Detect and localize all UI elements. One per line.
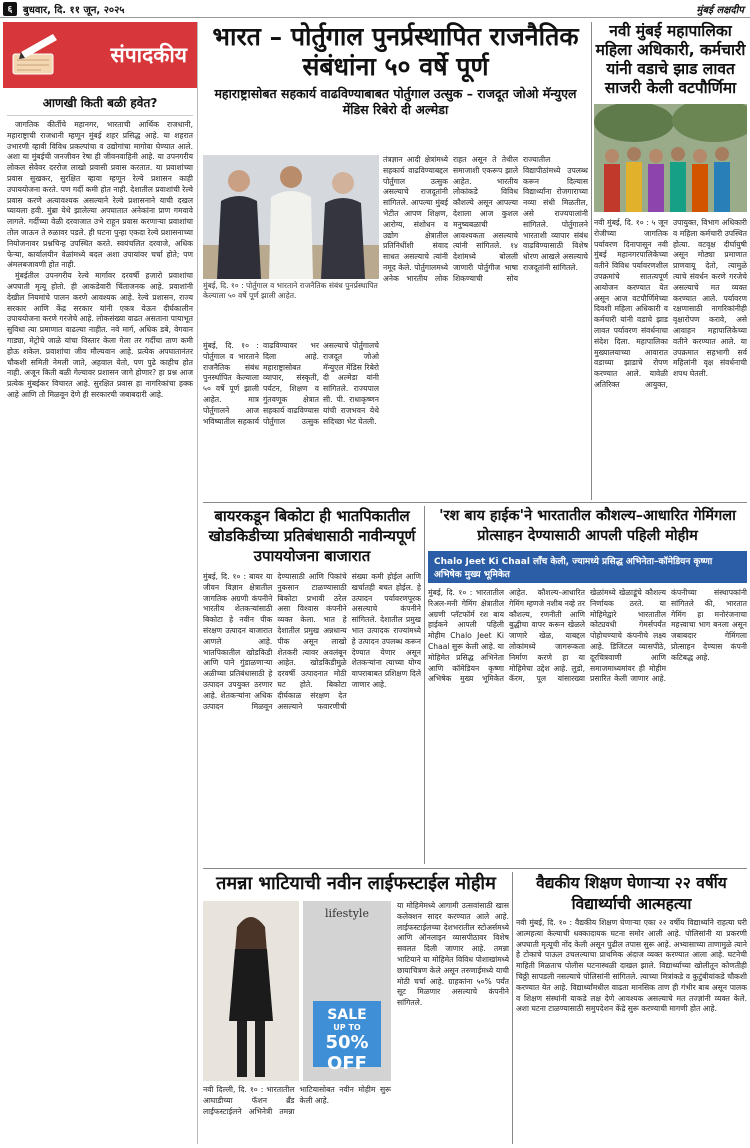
vertical-rule xyxy=(512,872,513,1144)
editorial-banner xyxy=(3,22,197,88)
editorial-column xyxy=(3,22,198,1144)
sale-label: SALE xyxy=(327,1007,367,1023)
right-top-story xyxy=(594,22,747,500)
lifestyle-ad xyxy=(303,901,391,1081)
rush-subhead: Chalo Jeet Ki Chaal लाँच केली, ज्यामध्ये प्रसिद्ध अभिनेता–कॉमेडियन कृष्णा अभिषेक मुख्य भूमिकेत xyxy=(428,551,747,583)
lead-deck: महाराष्ट्रासोबत सहकार्य वाढविण्याबाबत पोर्तुगाल उत्सुक – राजदूत जोओ मॅन्युएल मेंडिस रिबेरो दी अल्मेडा xyxy=(214,86,577,117)
editorial-banner-title: संपादकीय xyxy=(110,43,187,67)
bicot-body: मुंबई, दि. १० : बायर या जीवन विज्ञान क्षेत्रातील जागतिक अग्रणी कंपनीने भारतीय शेतकऱ्यांसाठी बिकोटा हे नवीन पीक संरक्षण उत्पादन बाजारात आणले आहे. भातपिकातील खोडकिडी आणि पाने गुंडाळणाऱ्या अळीच्या प्रतिबंधासाठी हे उत्पादन उपयुक्त ठरणार आहे. शेतकऱ्यांना अधिक उत्पादन मिळवून देण्यासाठी आणि पिकांचे नुकसान टाळण्यासाठी बिकोटा प्रभावी ठरेल असा विश्वास कंपनीने व्यक्त केला. भात हे देशातील प्रमुख अन्नधान्य पीक असून लाखो शेतकरी त्यावर अवलंबून आहेत. खोडकिडीमुळे दरवर्षी उत्पादनात मोठी घट होते. बिकोटा दीर्घकाळ संरक्षण देत असल्याने फवारणीची संख्या कमी होईल आणि खर्चातही बचत होईल. हे उत्पादन पर्यावरणपूरक असल्याचे कंपनीने सांगितले. देशातील प्रमुख भात उत्पादक राज्यांमध्ये हे उत्पादन उपलब्ध करून देण्यात येणार असून शेतकऱ्यांना त्याच्या योग्य वापराबाबत प्रशिक्षण दिले जाणार आहे. xyxy=(203,572,421,711)
lead-caption: मुंबई, दि. १० : पोर्तुगाल व भारताने राजनैतिक संबंध पुनर्प्रस्थापित केल्याला ५० वर्षे पूर्ण झाली आहेत. xyxy=(203,281,378,300)
rush-headline: 'रश बाय हाईक'ने भारतातील कौशल्य–आधारित गेमिंगला प्रोत्साहन देण्यासाठी आपली पहिली मोहीम xyxy=(439,507,736,544)
lead-story-header xyxy=(203,22,588,118)
lead-body-a: मुंबई, दि. १० : पोर्तुगाल व भारताने राजनैतिक संबंध पुनर्स्थापित केल्याला ५० वर्षे पूर्ण झाली आहेत. मात्र पोर्तुगालने आज भविष्यातील सहकार्य वाढविण्यावर भर दिला आहे. महाराष्ट्रासोबत व्यापार, संस्कृती, पर्यटन, शिक्षण व गुंतवणूक क्षेत्रात सहकार्य वाढविण्यास पोर्तुगाल उत्सुक असल्याचे पोर्तुगालचे राजदूत जोओ मॅन्युएल मेंडिस रिबेरो दी अल्मेडा यांनी सांगितले. राज्यपाल सी. पी. राधाकृष्णन यांची राजभवन येथे सदिच्छा भेट घेतली. xyxy=(203,341,379,426)
student-story xyxy=(516,872,747,1146)
people-group-photo xyxy=(594,104,747,212)
editorial-paragraph: मुंबईतील उपनगरीय रेल्वे मार्गावर दरवर्षी हजारो प्रवाशांचा अपघाती मृत्यू होतो. ही आकडेवारी चिंताजनक आहे. प्रवाशांनी देखील नियमांचे पालन करणे आवश्यक आहे. रेल्वे प्रशासन, राज्य सरकार आणि केंद्र सरकार यांनी एकत्र येऊन दीर्घकालीन उपाययोजना करणे गरजेचे आहे. लोकसंख्या वाढत असताना पायाभूत सुविधा त्या प्रमाणात वाढल्या नाहीत. नवे मार्ग, अधिक डबे, वेगवान गाड्या, मेट्रोचे जाळे यांचा विस्तार केला गेला तर गर्दीचा ताण कमी होऊ शकेल. प्रवाशांचा जीव मौल्यवान आहे. प्रत्येक अपघातानंतर चौकशी समिती नेमली जाते, अहवाल येतो, पण पुढे काहीच होत नाही. अजून किती बळी गेल्यावर प्रशासन जागे होणार? हा प्रश्न आज प्रत्येक मुंबईकर विचारत आहे. सुरक्षित प्रवास हा नागरिकांचा हक्क आहे आणि तो मिळवून देणे ही सरकारची जबाबदारी आहे. xyxy=(7,271,193,399)
bicot-story xyxy=(203,506,421,864)
rush-story xyxy=(428,506,747,864)
student-body: नवी मुंबई, दि. १० : वैद्यकीय शिक्षण घेणाऱ्या एका २२ वर्षीय विद्यार्थ्याने राहत्या घरी आत्महत्या केल्याची धक्कादायक घटना समोर आली आहे. पोलिसांनी या प्रकरणी अपघाती मृत्यूची नोंद केली असून पुढील तपास सुरू आहे. अभ्यासाच्या ताणामुळे त्याने हे टोकाचे पाऊल उचलल्याचा प्राथमिक अंदाज व्यक्त करण्यात आला आहे. घटनेची माहिती मिळताच पोलीस घटनास्थळी दाखल झाले. विद्यार्थ्याच्या खोलीतून कोणतीही चिठ्ठी सापडली नसल्याचे पोलिसांनी सांगितले. त्याच्या मित्रांकडे व कुटुंबीयांकडे चौकशी करण्यात येत आहे. विद्यार्थ्यांमधील वाढता मानसिक ताण ही गंभीर बाब असून पालक व शिक्षण संस्थांनी याकडे लक्ष देणे आवश्यक असल्याचे मत तज्ज्ञांनी व्यक्त केले. अशा घटना टाळण्यासाठी समुपदेशन केंद्रे सुरू करण्याची मागणी होत आहे. xyxy=(516,918,747,1014)
tree-planting-photo xyxy=(594,104,747,212)
lead-body-b: तंत्रज्ञान आदी क्षेत्रांमध्ये सहकार्य वाढविण्याबद्दल पोर्तुगाल उत्सुक असल्याचे राजदूतांनी सांगितले. आपल्या मुंबई भेटीत आपण शिक्षण, आरोग्य, संशोधन व उद्योग क्षेत्रातील प्रतिनिधींशी संवाद साधत असल्याचे त्यांनी नमूद केले. पोर्तुगालमध्ये अनेक भारतीय लोक राहत असून ते तेथील समाजाशी एकरूप झाले आहेत. भारतीय लोकांकडे विविध कौशल्ये असून आपल्या देशाला आज कुशल मनुष्यबळाची आवश्यकता असल्याचे त्यांनी सांगितले. १४ देशांमध्ये बोलली जाणारी पोर्तुगीज भाषा शिकण्याची सोय राज्यातील विद्यापीठांमध्ये उपलब्ध करून दिल्यास विद्यार्थ्यांना रोजगाराच्या नव्या संधी मिळतील, असे राज्यपालांनी सांगितले. पोर्तुगालने भारताशी व्यापार संबंध वाढविण्यासाठी विशेष धोरण आखले असल्याचे राजदूतांनी सांगितले. xyxy=(383,155,588,283)
ad-brand: lifestyle xyxy=(325,907,369,920)
tamanna-story xyxy=(203,872,509,1146)
editorial-body xyxy=(3,116,197,1144)
woman-figure-photo xyxy=(203,901,299,1081)
lead-headline: भारत – पोर्तुगाल पुनर्प्रस्थापित राजनैतिक संबंधांना ५० वर्षे पूर्ण xyxy=(212,22,579,81)
page-header xyxy=(0,0,750,18)
editorial-headline: आणखी किती बळी हवेत? xyxy=(7,88,193,116)
vertical-rule xyxy=(424,506,425,864)
right-top-body: नवी मुंबई, दि. १० : ५ जून रोजीच्या जागतिक पर्यावरण दिनापासून नवी मुंबई महानगरपालिकेच्या वतीने विविध पर्यावरणशील उपक्रमांचे सातत्यपूर्ण आयोजन करण्यात येत असून आज वटपौर्णिमेच्या दिवशी महिला अधिकारी व कर्मचारी यांनी वडाचे झाड लावत पर्यावरण संवर्धनाचा संदेश दिला. महापालिका मुख्यालयाच्या आवारात वडाच्या झाडाचे रोपण करण्यात आले. यावेळी अतिरिक्त आयुक्त, उपायुक्त, विभाग अधिकारी व महिला कर्मचारी उपस्थित होत्या. वटवृक्ष दीर्घायुषी असून मोठ्या प्रमाणात प्राणवायू देतो, त्यामुळे त्याचे संवर्धन करणे गरजेचे असल्याचे मत व्यक्त करण्यात आले. पर्यावरण रक्षणासाठी नागरिकांनीही वृक्षारोपण करावे, असे आवाहन महापालिकेच्या वतीने करण्यात आले. या उपक्रमात सहभागी सर्व महिलांनी वृक्ष संवर्धनाची शपथ घेतली. xyxy=(594,218,747,389)
dateline: बुधवार, दि. ११ जून, २०२५ xyxy=(23,4,125,16)
sale-off: 50% OFF xyxy=(325,1032,369,1074)
vertical-rule xyxy=(591,22,592,500)
three-men-photo xyxy=(203,155,379,279)
student-headline: वैद्यकीय शिक्षण घेणाऱ्या २२ वर्षीय विद्यार्थ्याची आत्महत्या xyxy=(536,873,727,913)
sale-upto: UP TO xyxy=(333,1023,361,1032)
tamanna-headline: तमन्ना भाटियाची नवीन लाईफस्टाईल मोहीम xyxy=(216,873,496,894)
bicot-headline: बायरकडून बिकोटा ही भातपिकातील खोडकिडीच्या प्रतिबंधासाठी नावीन्यपूर्ण उपाययोजना बाजारात xyxy=(208,507,416,565)
horizontal-rule xyxy=(203,502,747,503)
editorial-paragraph: जागतिक कीर्तीचे महानगर, भारताची आर्थिक राजधानी, महाराष्ट्राची राजधानी म्हणून मुंबई शहर प्रसिद्ध आहे. या शहरात उभारणी व्हावी विविध प्रकल्पांचा व उद्योगांचा मागोवा घेण्यात आले. अशा या मुंबईची जनजीवन रेषा ही जीवनवाहिनी आहे. या उपनगरीय लोकल सेवेवर दररोज लाखो प्रवासी प्रवास करतात. या प्रवाशांच्या प्रवास सुखकर, सुरक्षित व्हावा म्हणून रेल्वे प्रशासन काही उपाययोजना करते. पण गर्दी कमी होत नाही. देशातील प्रवाशांची रेल्वे प्रवास करणे अत्यावश्यक असल्याने रेल्वे प्रशासनाने याची दखल घ्यायला हवी. मुंब्रा येथे झालेल्या अपघातात अनेकांना प्राण गमवावे लागले. गर्दीच्या वेळी दरवाजात उभे राहून प्रवास करणाऱ्या प्रवाशांचा तोल जाऊन ते रुळावर पडले. ही घटना पुन्हा एकदा रेल्वे प्रशासनाच्या नियोजनावर प्रश्नचिन्ह उपस्थित करते. स्वयंचलित दरवाजे, अधिक फेऱ्या, कार्यालयीन वेळांमध्ये बदल अशा उपायांवर चर्चा होते; पण अंमलबजावणी होत नाही. xyxy=(7,120,193,270)
tamanna-photo xyxy=(203,901,299,1081)
lead-story-body xyxy=(203,155,588,500)
sale-badge xyxy=(313,1001,381,1074)
pen-icon xyxy=(9,28,63,82)
right-top-headline: नवी मुंबई महापालिका महिला अधिकारी, कर्मचारी यांनी वडाचे झाड लावत साजरी केली वटपौर्णिमा xyxy=(595,22,746,97)
masthead: मुंबई लक्षदीप xyxy=(696,4,744,16)
tamanna-caption: नवी दिल्ली, दि. १० : भारतातील आघाडीच्या फॅशन ब्रँड लाईफस्टाईलने अभिनेत्री तमन्ना भाटियासोबत नवीन मोहीम सुरू केली आहे. xyxy=(203,1085,391,1116)
page-number: ६ xyxy=(3,2,17,16)
lead-photo xyxy=(203,155,379,279)
tamanna-body: या मोहिमेमध्ये आगामी उत्सवांसाठी खास कलेक्शन सादर करण्यात आले आहे. लाईफस्टाईलच्या देशभरातील स्टोअर्समध्ये आणि ऑनलाइन व्यासपीठावर विशेष सवलत दिली जाणार आहे. तमन्ना भाटियाने या मोहिमेत विविध पोशाखांमध्ये छायाचित्रण केले असून तरुणाईमध्ये याची मोठी चर्चा आहे. ग्राहकांना ५०% पर्यंत सूट मिळणार असल्याचे कंपनीने सांगितले. xyxy=(397,901,509,1008)
rush-body: मुंबई, दि. १० : भारतातील रिअल-मनी गेमिंग क्षेत्रातील अग्रणी प्लॅटफॉर्म रश बाय हाईकने आपली पहिली मोहीम Chalo Jeet Ki Chaal सुरू केली आहे. या मोहिमेत प्रसिद्ध अभिनेता आणि कॉमेडियन कृष्णा अभिषेक मुख्य भूमिकेत आहेत. कौशल्य-आधारित गेमिंग म्हणजे नशीब नव्हे तर कौशल्य, रणनीती आणि बुद्धीचा वापर करून खेळले जाणारे खेळ, याबद्दल लोकांमध्ये जागरूकता निर्माण करणे हा या मोहिमेचा उद्देश आहे. लुडो, कॅरम, पूल यांसारख्या खेळांमध्ये खेळाडूंचे कौशल्य निर्णायक ठरते. या मोहिमेद्वारे भारतातील कोट्यवधी गेमर्सपर्यंत पोहोचण्याचे कंपनीचे लक्ष्य आहे. डिजिटल व्यासपीठे, दूरचित्रवाणी आणि समाजमाध्यमांवर ही मोहीम प्रसारित केली जाणार आहे. कंपनीच्या संस्थापकांनी सांगितले की, भारतात गेमिंग हा मनोरंजनाचा महत्त्वाचा भाग बनला असून जबाबदार गेमिंगला प्रोत्साहन देण्यास कंपनी कटिबद्ध आहे. xyxy=(428,588,747,684)
